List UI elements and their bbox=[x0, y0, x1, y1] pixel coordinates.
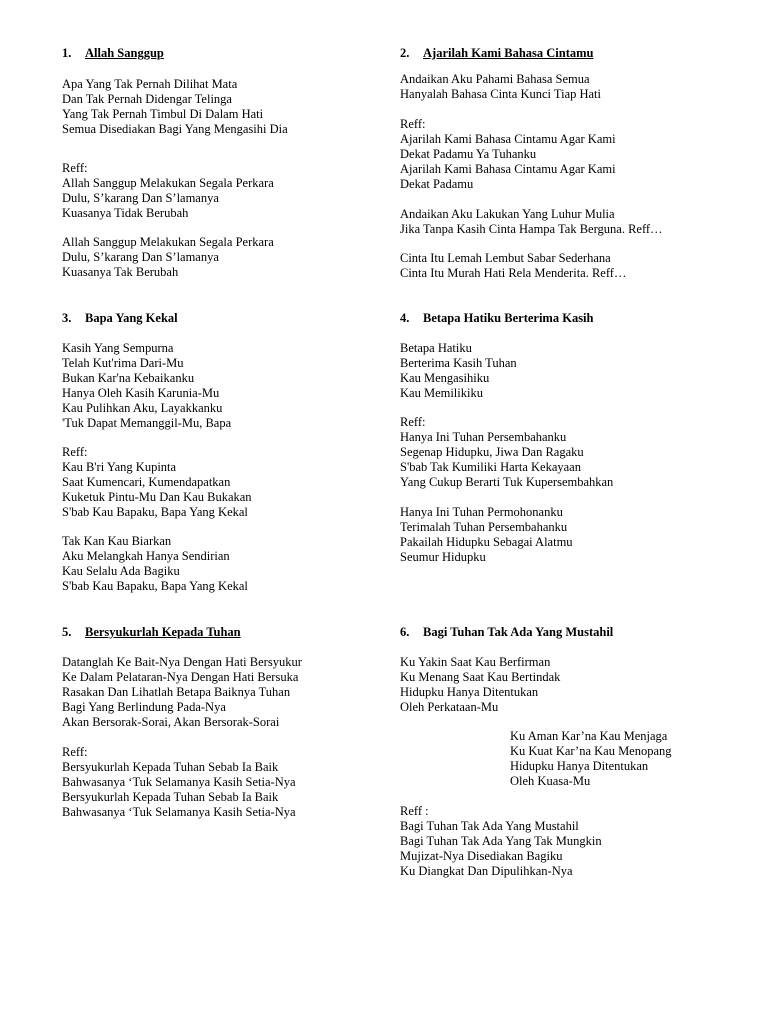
lyric-line: Betapa Hatiku bbox=[400, 341, 472, 355]
lyric-line: Ku Diangkat Dan Dipulihkan-Nya bbox=[400, 864, 573, 878]
verse bbox=[62, 534, 252, 594]
song-heading bbox=[62, 625, 302, 640]
verse bbox=[400, 655, 672, 715]
song-title: Bapa Yang Kekal bbox=[85, 311, 178, 325]
chorus-label: Reff: bbox=[400, 415, 426, 429]
lyric-line: Bersyukurlah Kepada Tuhan Sebab Ia Baik bbox=[62, 760, 279, 774]
lyric-line: Hanya Ini Tuhan Permohonanku bbox=[400, 505, 563, 519]
chorus-label: Reff: bbox=[400, 117, 426, 131]
lyric-line: S'bab Kau Bapaku, Bapa Yang Kekal bbox=[62, 505, 248, 519]
lyric-line: Rasakan Dan Lihatlah Betapa Baiknya Tuhan bbox=[62, 685, 291, 699]
chorus-label: Reff : bbox=[400, 804, 429, 818]
song-title: Ajarilah Kami Bahasa Cintamu bbox=[423, 46, 594, 60]
lyric-line: Hidupku Hanya Ditentukan bbox=[400, 685, 539, 699]
lyric-line: S'bab Tak Kumiliki Harta Kekayaan bbox=[400, 460, 581, 474]
lyric-line: Bukan Kar'na Kebaikanku bbox=[62, 371, 195, 385]
verse bbox=[62, 341, 252, 431]
song-number: 5. bbox=[62, 625, 72, 639]
lyric-line: Bagi Tuhan Tak Ada Yang Mustahil bbox=[400, 819, 579, 833]
song-6 bbox=[400, 625, 672, 879]
song-number: 2. bbox=[400, 46, 410, 60]
lyric-line: Dulu, S’karang Dan S’lamanya bbox=[62, 191, 219, 205]
song-number: 6. bbox=[400, 625, 410, 639]
lyric-line: Berterima Kasih Tuhan bbox=[400, 356, 517, 370]
song-1 bbox=[62, 46, 288, 280]
lyric-line: Ke Dalam Pelataran-Nya Dengan Hati Bersuka bbox=[62, 670, 299, 684]
lyric-line: Dekat Padamu Ya Tuhanku bbox=[400, 147, 537, 161]
lyric-line: Bahwasanya ‘Tuk Selamanya Kasih Setia-Nya bbox=[62, 775, 296, 789]
lyric-line: Dekat Padamu bbox=[400, 177, 474, 191]
chorus bbox=[400, 117, 663, 192]
lyric-line: Ku Menang Saat Kau Bertindak bbox=[400, 670, 561, 684]
lyric-line: Jika Tanpa Kasih Cinta Hampa Tak Berguna. Reff… bbox=[400, 222, 663, 236]
lyric-line: Kau B'ri Yang Kupinta bbox=[62, 460, 177, 474]
song-number: 1. bbox=[62, 46, 72, 60]
lyric-line: Pakailah Hidupku Sebagai Alatmu bbox=[400, 535, 573, 549]
lyric-line: Kau Memilikiku bbox=[400, 386, 483, 400]
lyric-line: Kuasanya Tidak Berubah bbox=[62, 206, 189, 220]
lyric-line: Bersyukurlah Kepada Tuhan Sebab Ia Baik bbox=[62, 790, 279, 804]
song-heading bbox=[62, 46, 288, 61]
verse bbox=[62, 77, 288, 137]
lyric-line: Hanyalah Bahasa Cinta Kunci Tiap Hati bbox=[400, 87, 602, 101]
lyric-line: Dulu, S’karang Dan S’lamanya bbox=[62, 250, 219, 264]
song-heading bbox=[400, 625, 672, 640]
lyric-line: Ajarilah Kami Bahasa Cintamu Agar Kami bbox=[400, 162, 616, 176]
lyric-line: Kau Pulihkan Aku, Layakkanku bbox=[62, 401, 223, 415]
verse bbox=[400, 505, 613, 565]
verse bbox=[62, 235, 288, 280]
lyric-line: Hidupku Hanya Ditentukan bbox=[510, 759, 649, 773]
lyric-line: Allah Sanggup Melakukan Segala Perkara bbox=[62, 235, 274, 249]
song-number: 3. bbox=[62, 311, 72, 325]
song-5 bbox=[62, 625, 302, 820]
lyric-line: Cinta Itu Murah Hati Rela Menderita. Reff… bbox=[400, 266, 627, 280]
verse bbox=[400, 207, 663, 237]
lyric-line: Dan Tak Pernah Didengar Telinga bbox=[62, 92, 232, 106]
lyric-line: Hanya Ini Tuhan Persembahanku bbox=[400, 430, 567, 444]
lyric-line: Mujizat-Nya Disediakan Bagiku bbox=[400, 849, 563, 863]
song-title: Bersyukurlah Kepada Tuhan bbox=[85, 625, 241, 639]
lyric-line: Aku Melangkah Hanya Sendirian bbox=[62, 549, 230, 563]
lyric-line: Yang Cukup Berarti Tuk Kupersembahkan bbox=[400, 475, 614, 489]
lyric-line: 'Tuk Dapat Memanggil-Mu, Bapa bbox=[62, 416, 232, 430]
lyric-line: Telah Kut'rima Dari-Mu bbox=[62, 356, 184, 370]
song-number: 4. bbox=[400, 311, 410, 325]
lyric-line: Saat Kumencari, Kumendapatkan bbox=[62, 475, 231, 489]
chorus bbox=[400, 415, 613, 490]
song-heading bbox=[62, 311, 252, 326]
lyric-line: Ku Kuat Kar’na Kau Menopang bbox=[510, 744, 672, 758]
lyric-line: Yang Tak Pernah Timbul Di Dalam Hati bbox=[62, 107, 264, 121]
song-4 bbox=[400, 311, 613, 565]
lyric-line: Semua Disediakan Bagi Yang Mengasihi Dia bbox=[62, 122, 288, 136]
chorus-label: Reff: bbox=[62, 161, 88, 175]
verse bbox=[62, 655, 302, 730]
lyric-line: Segenap Hidupku, Jiwa Dan Ragaku bbox=[400, 445, 584, 459]
lyric-line: Tak Kan Kau Biarkan bbox=[62, 534, 172, 548]
lyric-line: Kasih Yang Sempurna bbox=[62, 341, 174, 355]
lyric-line: Andaikan Aku Pahami Bahasa Semua bbox=[400, 72, 590, 86]
lyric-line: Cinta Itu Lemah Lembut Sabar Sederhana bbox=[400, 251, 611, 265]
lyric-line: Kau Selalu Ada Bagiku bbox=[62, 564, 180, 578]
chorus bbox=[400, 804, 672, 879]
song-heading bbox=[400, 311, 613, 326]
lyric-line: Terimalah Tuhan Persembahanku bbox=[400, 520, 568, 534]
song-title: Bagi Tuhan Tak Ada Yang Mustahil bbox=[423, 625, 614, 639]
verse bbox=[400, 251, 663, 281]
chorus bbox=[62, 445, 252, 520]
lyric-line: Andaikan Aku Lakukan Yang Luhur Mulia bbox=[400, 207, 615, 221]
lyric-line: Akan Bersorak-Sorai, Akan Bersorak-Sorai bbox=[62, 715, 280, 729]
song-heading bbox=[400, 46, 663, 61]
lyric-line: S'bab Kau Bapaku, Bapa Yang Kekal bbox=[62, 579, 248, 593]
lyric-line: Datanglah Ke Bait-Nya Dengan Hati Bersyukur bbox=[62, 655, 302, 669]
lyric-line: Bahwasanya ‘Tuk Selamanya Kasih Setia-Nya bbox=[62, 805, 296, 819]
song-3 bbox=[62, 311, 252, 594]
song-2 bbox=[400, 46, 663, 281]
chorus-label: Reff: bbox=[62, 745, 88, 759]
verse bbox=[400, 341, 613, 401]
lyric-line: Oleh Perkataan-Mu bbox=[400, 700, 499, 714]
song-title: Betapa Hatiku Berterima Kasih bbox=[423, 311, 594, 325]
lyric-line: Bagi Yang Berlindung Pada-Nya bbox=[62, 700, 226, 714]
lyric-line: Oleh Kuasa-Mu bbox=[510, 774, 591, 788]
chorus-label: Reff: bbox=[62, 445, 88, 459]
lyric-line: Kau Mengasihiku bbox=[400, 371, 490, 385]
chorus bbox=[62, 745, 302, 820]
verse bbox=[400, 72, 663, 102]
lyric-line: Apa Yang Tak Pernah Dilihat Mata bbox=[62, 77, 238, 91]
lyric-line: Allah Sanggup Melakukan Segala Perkara bbox=[62, 176, 274, 190]
lyric-line: Hanya Oleh Kasih Karunia-Mu bbox=[62, 386, 220, 400]
lyric-line: Kuketuk Pintu-Mu Dan Kau Bukakan bbox=[62, 490, 252, 504]
lyric-line: Ajarilah Kami Bahasa Cintamu Agar Kami bbox=[400, 132, 616, 146]
lyric-line: Ku Yakin Saat Kau Berfirman bbox=[400, 655, 551, 669]
lyric-line: Kuasanya Tak Berubah bbox=[62, 265, 179, 279]
chorus bbox=[62, 161, 288, 221]
indented-verse bbox=[400, 729, 672, 789]
lyric-line: Ku Aman Kar’na Kau Menjaga bbox=[510, 729, 668, 743]
lyric-line: Bagi Tuhan Tak Ada Yang Tak Mungkin bbox=[400, 834, 602, 848]
lyric-line: Seumur Hidupku bbox=[400, 550, 486, 564]
song-title: Allah Sanggup bbox=[85, 46, 164, 60]
